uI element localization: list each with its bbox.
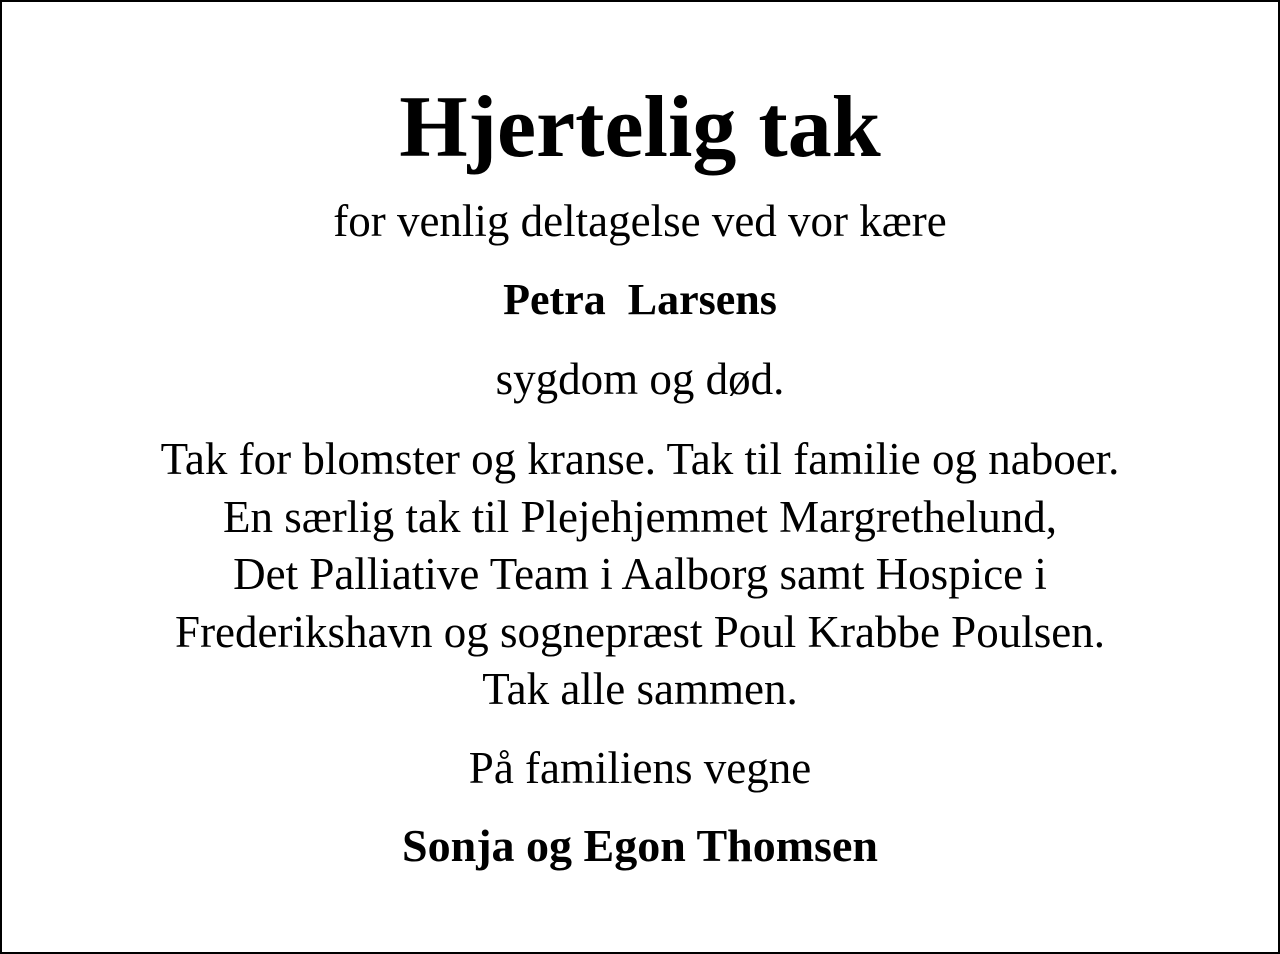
thanks-paragraph (2, 431, 1278, 719)
notice-title: Hjertelig tak (399, 79, 881, 176)
on-behalf-text: På familiens vegne (468, 743, 812, 793)
cause-text: sygdom og død. (495, 354, 785, 404)
signature: Sonja og Egon Thomsen (402, 820, 878, 871)
intro-text: for venlig deltagelse ved vor kære (333, 196, 947, 246)
thanks-line: En særlig tak til Plejehjemmet Margrethelund, (222, 491, 1058, 542)
thanks-line: Det Palliative Team i Aalborg samt Hospice i (233, 549, 1047, 599)
thanks-line: Tak for blomster og kranse. Tak til familie og naboer. (160, 434, 1120, 484)
thanks-line: Frederikshavn og sognepræst Poul Krabbe Poulsen. (175, 606, 1105, 657)
deceased-name: Petra Larsens (503, 275, 777, 324)
thanks-line: Tak alle sammen. (482, 664, 798, 714)
